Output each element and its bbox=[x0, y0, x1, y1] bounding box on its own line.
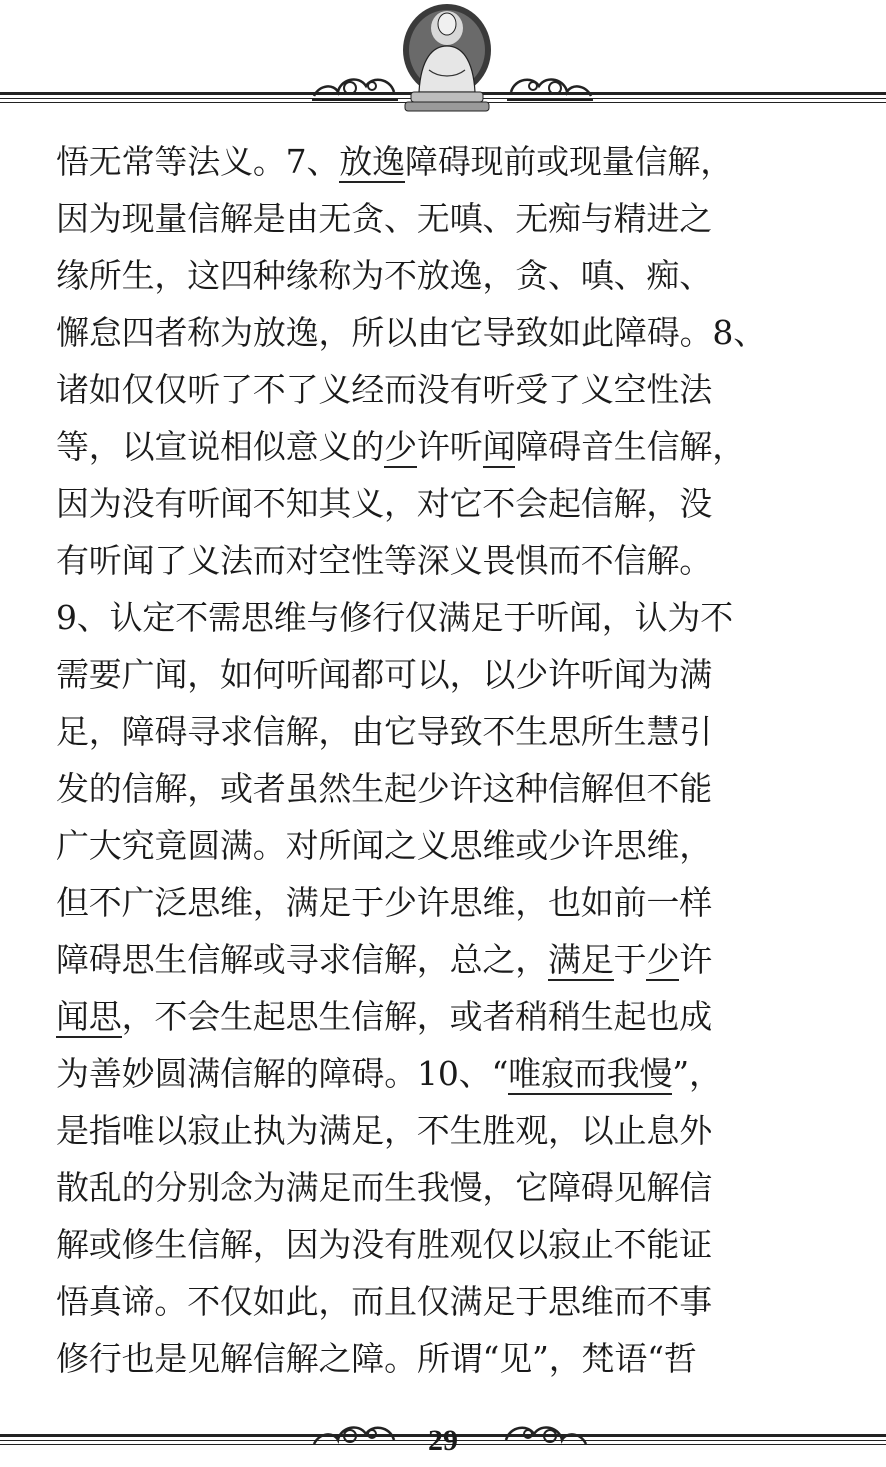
text-run: 障碍音生信解， bbox=[515, 427, 746, 466]
text-line bbox=[56, 247, 846, 304]
underlined-term: 闻思 bbox=[56, 997, 122, 1036]
text-line bbox=[56, 874, 846, 931]
text-run: 因为现量信解是由无贪、无嗔、无痴与精进之 bbox=[56, 199, 713, 238]
text-run: 有听闻了义法而对空性等深义畏惧而不信解。 bbox=[56, 541, 713, 580]
text-line bbox=[56, 418, 846, 475]
text-run: 悟真谛。不仅如此，而且仅满足于思维而不事 bbox=[56, 1282, 713, 1321]
text-run: 悟无常等法义。7、 bbox=[56, 142, 340, 181]
text-run: 缘所生，这四种缘称为不放逸，贪、嗔、痴、 bbox=[56, 256, 713, 295]
text-run: 是指唯以寂止执为满足，不生胜观，以止息外 bbox=[56, 1111, 713, 1150]
page-number: 29 bbox=[428, 1424, 458, 1457]
text-line bbox=[56, 760, 846, 817]
text-line bbox=[56, 703, 846, 760]
text-run: 修行也是见解信解之障。所谓“见”，梵语“哲 bbox=[56, 1339, 697, 1378]
text-run: 懈怠四者称为放逸，所以由它导致如此障碍。8、 bbox=[56, 313, 767, 352]
text-run: 但不广泛思维，满足于少许思维，也如前一样 bbox=[56, 883, 713, 922]
text-run: 为善妙圆满信解的障碍。10、“ bbox=[56, 1054, 509, 1093]
page-body-text bbox=[56, 133, 846, 1387]
text-line bbox=[56, 475, 846, 532]
text-line bbox=[56, 817, 846, 874]
text-line bbox=[56, 532, 846, 589]
text-run: 等，以宣说相似意义的 bbox=[56, 427, 385, 466]
text-line bbox=[56, 1045, 846, 1102]
text-line bbox=[56, 133, 846, 190]
text-run: 障碍现前或现量信解， bbox=[404, 142, 734, 181]
underlined-term: 放逸 bbox=[339, 142, 405, 181]
underlined-term: 少 bbox=[384, 427, 417, 466]
text-run: 需要广闻，如何听闻都可以，以少许听闻为满 bbox=[56, 655, 713, 694]
cloud-ornament-icon bbox=[310, 62, 400, 106]
text-line bbox=[56, 931, 846, 988]
text-run: 诸如仅仅听了不了义经而没有听受了义空性法 bbox=[56, 370, 713, 409]
text-run: ，不会生起思生信解，或者稍稍生起也成 bbox=[121, 997, 713, 1036]
text-line bbox=[56, 589, 846, 646]
text-run: 散乱的分别念为满足而生我慢，它障碍见解信 bbox=[56, 1168, 713, 1207]
text-line bbox=[56, 1273, 846, 1330]
text-line bbox=[56, 304, 846, 361]
underlined-term: 唯寂而我慢 bbox=[508, 1054, 673, 1093]
underlined-term: 满足 bbox=[548, 940, 614, 979]
text-line bbox=[56, 1216, 846, 1273]
text-line bbox=[56, 1102, 846, 1159]
text-run: 许 bbox=[679, 940, 713, 979]
text-run: 足，障碍寻求信解，由它导致不生思所生慧引 bbox=[56, 712, 713, 751]
text-run: 障碍思生信解或寻求信解，总之， bbox=[56, 940, 549, 979]
buddha-figure-icon bbox=[399, 0, 495, 112]
text-run: ”， bbox=[672, 1054, 722, 1093]
text-run: 许听 bbox=[416, 427, 483, 466]
text-run: 于 bbox=[613, 940, 647, 979]
cloud-ornament-icon bbox=[505, 62, 595, 106]
underlined-term: 闻 bbox=[482, 427, 516, 466]
text-run: 因为没有听闻不知其义，对它不会起信解，没 bbox=[56, 484, 713, 523]
text-line bbox=[56, 361, 846, 418]
text-line bbox=[56, 988, 846, 1045]
text-line bbox=[56, 646, 846, 703]
text-run: 发的信解，或者虽然生起少许这种信解但不能 bbox=[56, 769, 713, 808]
text-run: 9、认定不需思维与修行仅满足于听闻，认为不 bbox=[56, 598, 734, 637]
text-line bbox=[56, 1159, 846, 1216]
underlined-term: 少 bbox=[646, 940, 680, 979]
text-run: 广大究竟圆满。对所闻之义思维或少许思维， bbox=[56, 826, 713, 865]
text-run: 解或修生信解，因为没有胜观仅以寂止不能证 bbox=[56, 1225, 713, 1264]
text-line bbox=[56, 1330, 846, 1387]
text-line bbox=[56, 190, 846, 247]
